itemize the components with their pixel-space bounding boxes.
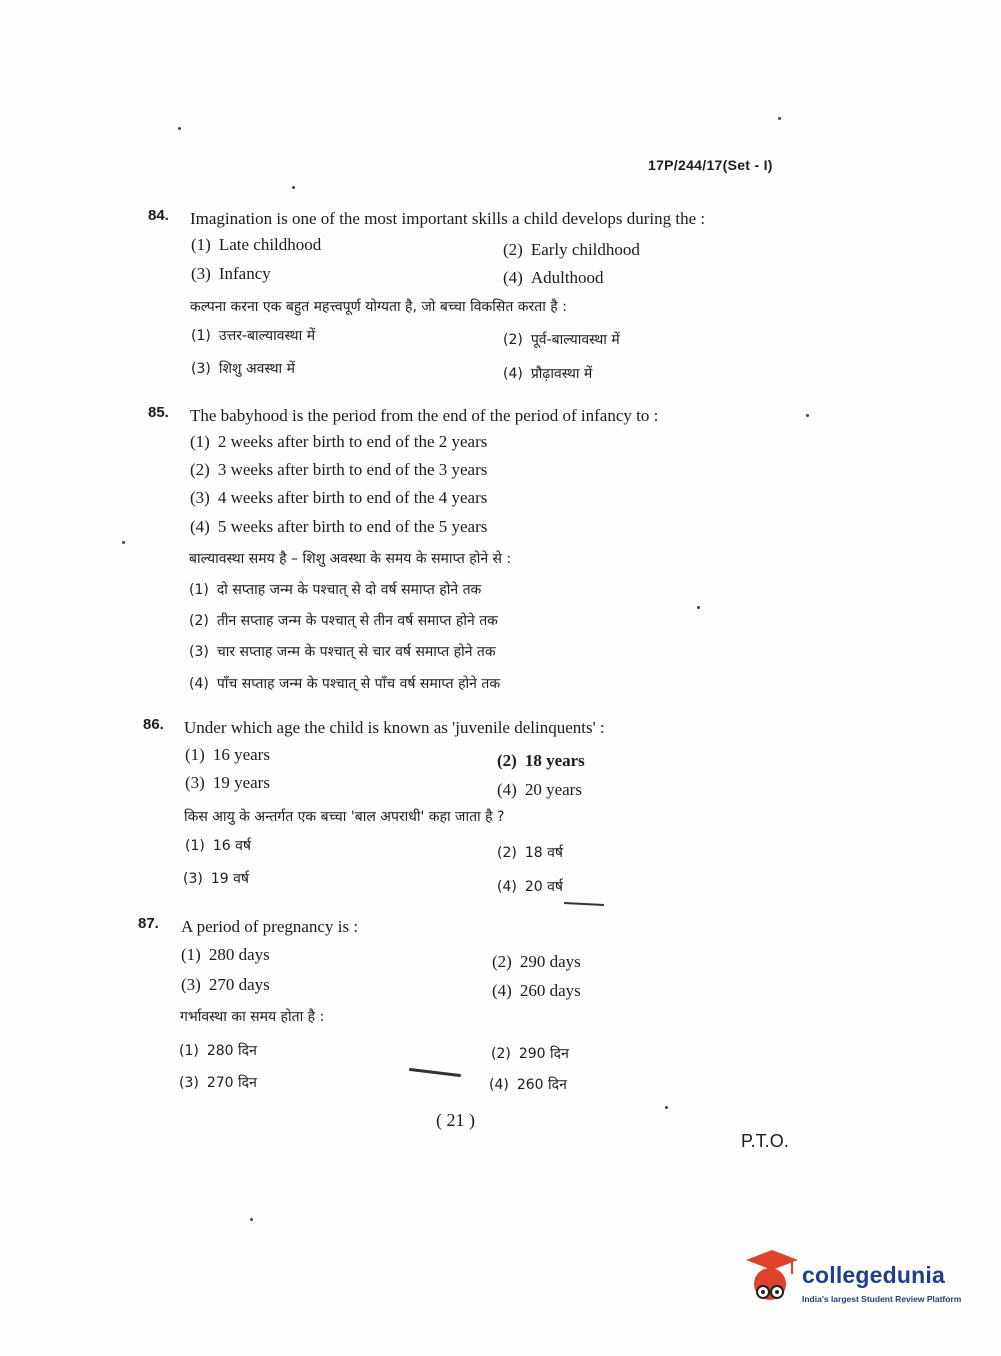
option-2-en: (2) 290 days [492,952,581,971]
paper-code: 17P/244/17(Set - I) [648,157,773,173]
scan-speck [665,1106,668,1109]
question-text-hi: गर्भावस्था का समय होता है : [180,1009,325,1025]
question-number: 84. [148,207,169,224]
option-3-hi: (3) चार सप्ताह जन्म के पश्चात् से चार वर्ष समाप्त होने तक [189,644,496,660]
scan-speck [778,117,781,120]
question-text-hi: किस आयु के अन्तर्गत एक बच्चा 'बाल अपराधी' कहा जाता है ? [184,809,505,825]
option-4-hi: (4) प्रौढ़ावस्था में [503,366,593,382]
collegedunia-watermark [742,1248,970,1312]
graduate-mascot-icon [742,1248,800,1312]
option-4-en: (4) 260 days [492,981,581,1000]
option-1-hi: (1) 280 दिन [179,1043,257,1059]
pen-mark [564,902,604,906]
option-2-en: (2) 3 weeks after birth to end of the 3 years [190,460,488,479]
scan-speck [806,414,809,417]
question-text-hi: बाल्यावस्था समय है – शिशु अवस्था के समय के समाप्त होने से : [189,551,512,567]
question-text-en: Under which age the child is known as 'juvenile delinquents' : [184,718,605,737]
option-1-en: (1) 280 days [181,945,270,964]
brand-name: collegedunia [802,1262,945,1288]
option-1-en: (1) 16 years [185,745,270,764]
scan-speck [178,127,181,130]
question-number: 87. [138,915,159,932]
option-4-en: (4) 20 years [497,780,582,799]
option-2-en: (2) 18 years [497,751,585,770]
option-2-hi: (2) 18 वर्ष [497,845,563,861]
page-number: ( 21 ) [436,1110,475,1130]
option-2-hi: (2) 290 दिन [491,1046,569,1062]
option-3-en: (3) 270 days [181,975,270,994]
option-4-hi: (4) पाँच सप्ताह जन्म के पश्चात् से पाँच वर्ष समाप्त होने तक [189,676,501,692]
question-text-en: A period of pregnancy is : [181,917,359,936]
option-3-hi: (3) शिशु अवस्था में [191,361,295,377]
option-1-hi: (1) 16 वर्ष [185,838,251,854]
pen-mark [409,1068,461,1077]
option-1-hi: (1) उत्तर-बाल्यावस्था में [191,328,316,344]
pto-label: P.T.O. [741,1131,789,1151]
option-1-en: (1) 2 weeks after birth to end of the 2 years [190,432,488,451]
option-2-en: (2) Early childhood [503,240,640,259]
question-text-hi: कल्पना करना एक बहुत महत्त्वपूर्ण योग्यता है, जो बच्चा विकसित करता है : [190,299,567,315]
option-2-hi: (2) पूर्व-बाल्यावस्था में [503,332,620,348]
brand-tagline: India's largest Student Review Platform [802,1294,962,1304]
option-3-hi: (3) 19 वर्ष [183,871,249,887]
question-number: 86. [143,716,164,733]
option-4-hi: (4) 260 दिन [489,1077,567,1093]
question-text-en: Imagination is one of the most important skills a child develops during the : [190,209,706,228]
option-1-en: (1) Late childhood [191,235,322,254]
option-4-en: (4) Adulthood [503,268,604,287]
question-text-en: The babyhood is the period from the end of the period of infancy to : [190,406,659,425]
scan-speck [250,1218,253,1221]
option-4-en: (4) 5 weeks after birth to end of the 5 years [190,517,488,536]
option-3-hi: (3) 270 दिन [179,1075,257,1091]
option-1-hi: (1) दो सप्ताह जन्म के पश्चात् से दो वर्ष समाप्त होने तक [189,582,482,598]
scan-speck [697,606,700,609]
option-3-en: (3) 19 years [185,773,270,792]
option-3-en: (3) Infancy [191,264,271,283]
option-3-en: (3) 4 weeks after birth to end of the 4 years [190,488,488,507]
scan-speck [122,541,125,544]
question-number: 85. [148,404,169,421]
scan-speck [292,186,295,189]
option-2-hi: (2) तीन सप्ताह जन्म के पश्चात् से तीन वर्ष समाप्त होने तक [189,613,498,629]
option-4-hi: (4) 20 वर्ष [497,879,563,895]
